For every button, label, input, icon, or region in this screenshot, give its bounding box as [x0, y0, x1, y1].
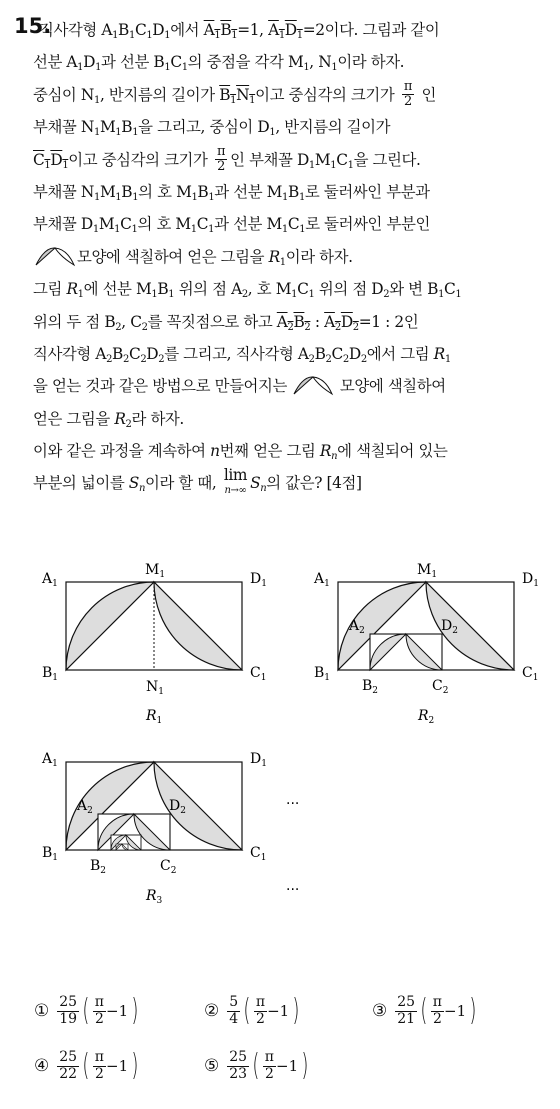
text-line-4: 부채꼴 $N_1M_1B_1$을 그리고, 중심이 $D_1$, 반지름의 길이가: [33, 118, 391, 139]
r2-label-d2: $D_2$: [441, 618, 458, 636]
choice-fraction: 25 22: [59, 1049, 78, 1082]
text-line-15: 부분의 넓이를 $S_n$이라 할 때, lim n→∞ $S_n$의 값은? [4점]: [33, 466, 362, 497]
choice-1[interactable]: ① 25 19 ( π 2 −1 ): [34, 992, 139, 1028]
r2-label-m1: $M_1$: [417, 562, 438, 580]
r2-label-a2: $A_2$: [349, 618, 365, 636]
text-line-8: 모양에 색칠하여 얻은 그림을 $R_1$이라 하자.: [33, 241, 547, 273]
r1-right-segment: [154, 582, 242, 670]
r1-left-segment: [66, 582, 154, 670]
text-line-7: 부채꼴 $D_1M_1C_1$의 호 $M_1C_1$과 선분 $M_1C_1$로 둘러싸인 부분인: [33, 215, 430, 236]
figure-r1: [66, 582, 242, 670]
caption-r1: $R_1$: [146, 708, 163, 726]
r3-label-b1: $B_1$: [42, 845, 59, 863]
choice-fraction: 25 19: [59, 994, 78, 1027]
text-line-2: 선분 $A_1D_1$과 선분 $B_1C_1$의 중점을 각각 $M_1$, $N_1$이라 하자.: [33, 53, 405, 74]
limit-expression: lim n→∞: [223, 466, 248, 497]
r3-label-d2: $D_2$: [169, 798, 186, 816]
text-line-9: 그림 $R_1$에 선분 $M_1B_1$ 위의 점 $A_2$, 호 $M_1C_1$ 위의 점 $D_2$와 변 $B_1C_1$: [33, 280, 462, 301]
r3-label-a1: $A_1$: [42, 751, 58, 769]
choice-mark: ③: [372, 1000, 388, 1021]
minus-one: −1: [106, 1056, 129, 1075]
choice-5[interactable]: ⑤ 25 23 ( π 2 −1 ): [204, 1047, 309, 1083]
minus-one: −1: [267, 1001, 290, 1020]
t-1: 직사각형 $A_1B_1C_1D_1$에서 $A_1B_1=1$, $A_1D_1=2$이다. 그림과 같이: [39, 21, 440, 41]
choice-fraction: 5 4: [229, 994, 239, 1027]
r2-label-b2: $B_2$: [362, 678, 379, 696]
caption-r3: $R_3$: [146, 888, 163, 906]
minus-one: −1: [276, 1056, 299, 1075]
choice-fraction: 25 21: [397, 994, 416, 1027]
frac-pi-over-2: $\frac{\pi}{2}$: [216, 143, 226, 174]
text-line-13: 얻은 그림을 $R_2$라 하자.: [33, 409, 184, 430]
ellipsis: ···: [286, 882, 300, 898]
minus-one: −1: [106, 1001, 129, 1020]
choice-2[interactable]: ② 5 4 ( π 2 −1 ): [204, 992, 300, 1028]
r2-label-c2: $C_2$: [432, 678, 449, 696]
choice-3[interactable]: ③ 25 21 ( π 2 −1 ): [372, 992, 477, 1028]
text-line-11: 직사각형 $A_2B_2C_2D_2$를 그리고, 직사각형 $A_2B_2C_2D_2$에서 그림 $R_1$: [33, 344, 451, 365]
r3-label-c2: $C_2$: [160, 858, 177, 876]
r3-label-b2: $B_2$: [90, 858, 107, 876]
r2-label-d1: $D_1$: [522, 571, 539, 589]
caption-r2: $R_2$: [418, 708, 435, 726]
r3-label-d1: $D_1$: [250, 751, 267, 769]
r2-label-a1: $A_1$: [314, 571, 330, 589]
r1-label-n1: $N_1$: [146, 679, 164, 697]
choice-mark: ④: [34, 1055, 50, 1076]
r1-label-m1: $M_1$: [145, 562, 166, 580]
text-line-14: 이와 같은 과정을 계속하여 n번째 얻은 그림 $R_n$에 색칠되어 있는: [33, 442, 448, 463]
r1-label-b1: $B_1$: [42, 665, 59, 683]
ellipsis: ···: [286, 796, 300, 812]
text-line-3: 중심이 $N_1$, 반지름의 길이가 $B_1N_1$이고 중심각의 크기가 $\frac{\pi}{2}$ 인: [33, 78, 436, 109]
r1-label-d1: $D_1$: [250, 571, 267, 589]
choice-mark: ②: [204, 1000, 220, 1021]
r3-label-a2: $A_2$: [77, 798, 93, 816]
r1-label-a1: $A_1$: [42, 571, 58, 589]
choice-mark: ①: [34, 1000, 50, 1021]
r3-label-c1: $C_1$: [250, 845, 267, 863]
question-number: 15.: [14, 14, 52, 38]
text-line-12: 을 얻는 것과 같은 방법으로 만들어지는 모양에 색칠하여: [33, 370, 547, 402]
r2-label-b1: $B_1$: [314, 665, 331, 683]
text-line-10: 위의 두 점 $B_2$, $C_2$를 꼭짓점으로 하고 $A_2B_2$ : $A_2D_2=1$ : 2인: [33, 312, 419, 333]
choice-4[interactable]: ④ 25 22 ( π 2 −1 ): [34, 1047, 139, 1083]
minus-one: −1: [444, 1001, 467, 1020]
choice-fraction: 25 23: [229, 1049, 248, 1082]
frac-pi-over-2: $\frac{\pi}{2}$: [403, 78, 412, 109]
choice-mark: ⑤: [204, 1055, 220, 1076]
text-line-5: $C_1D_1$이고 중심각의 크기가 $\frac{\pi}{2}$ 인 부채꼴 $D_1M_1C_1$을 그린다.: [33, 143, 421, 174]
text-line-6: 부채꼴 $N_1M_1B_1$의 호 $M_1B_1$과 선분 $M_1B_1$로 둘러싸인 부분과: [33, 182, 430, 203]
r2-label-c1: $C_1$: [522, 665, 539, 683]
r1-label-c1: $C_1$: [250, 665, 267, 683]
